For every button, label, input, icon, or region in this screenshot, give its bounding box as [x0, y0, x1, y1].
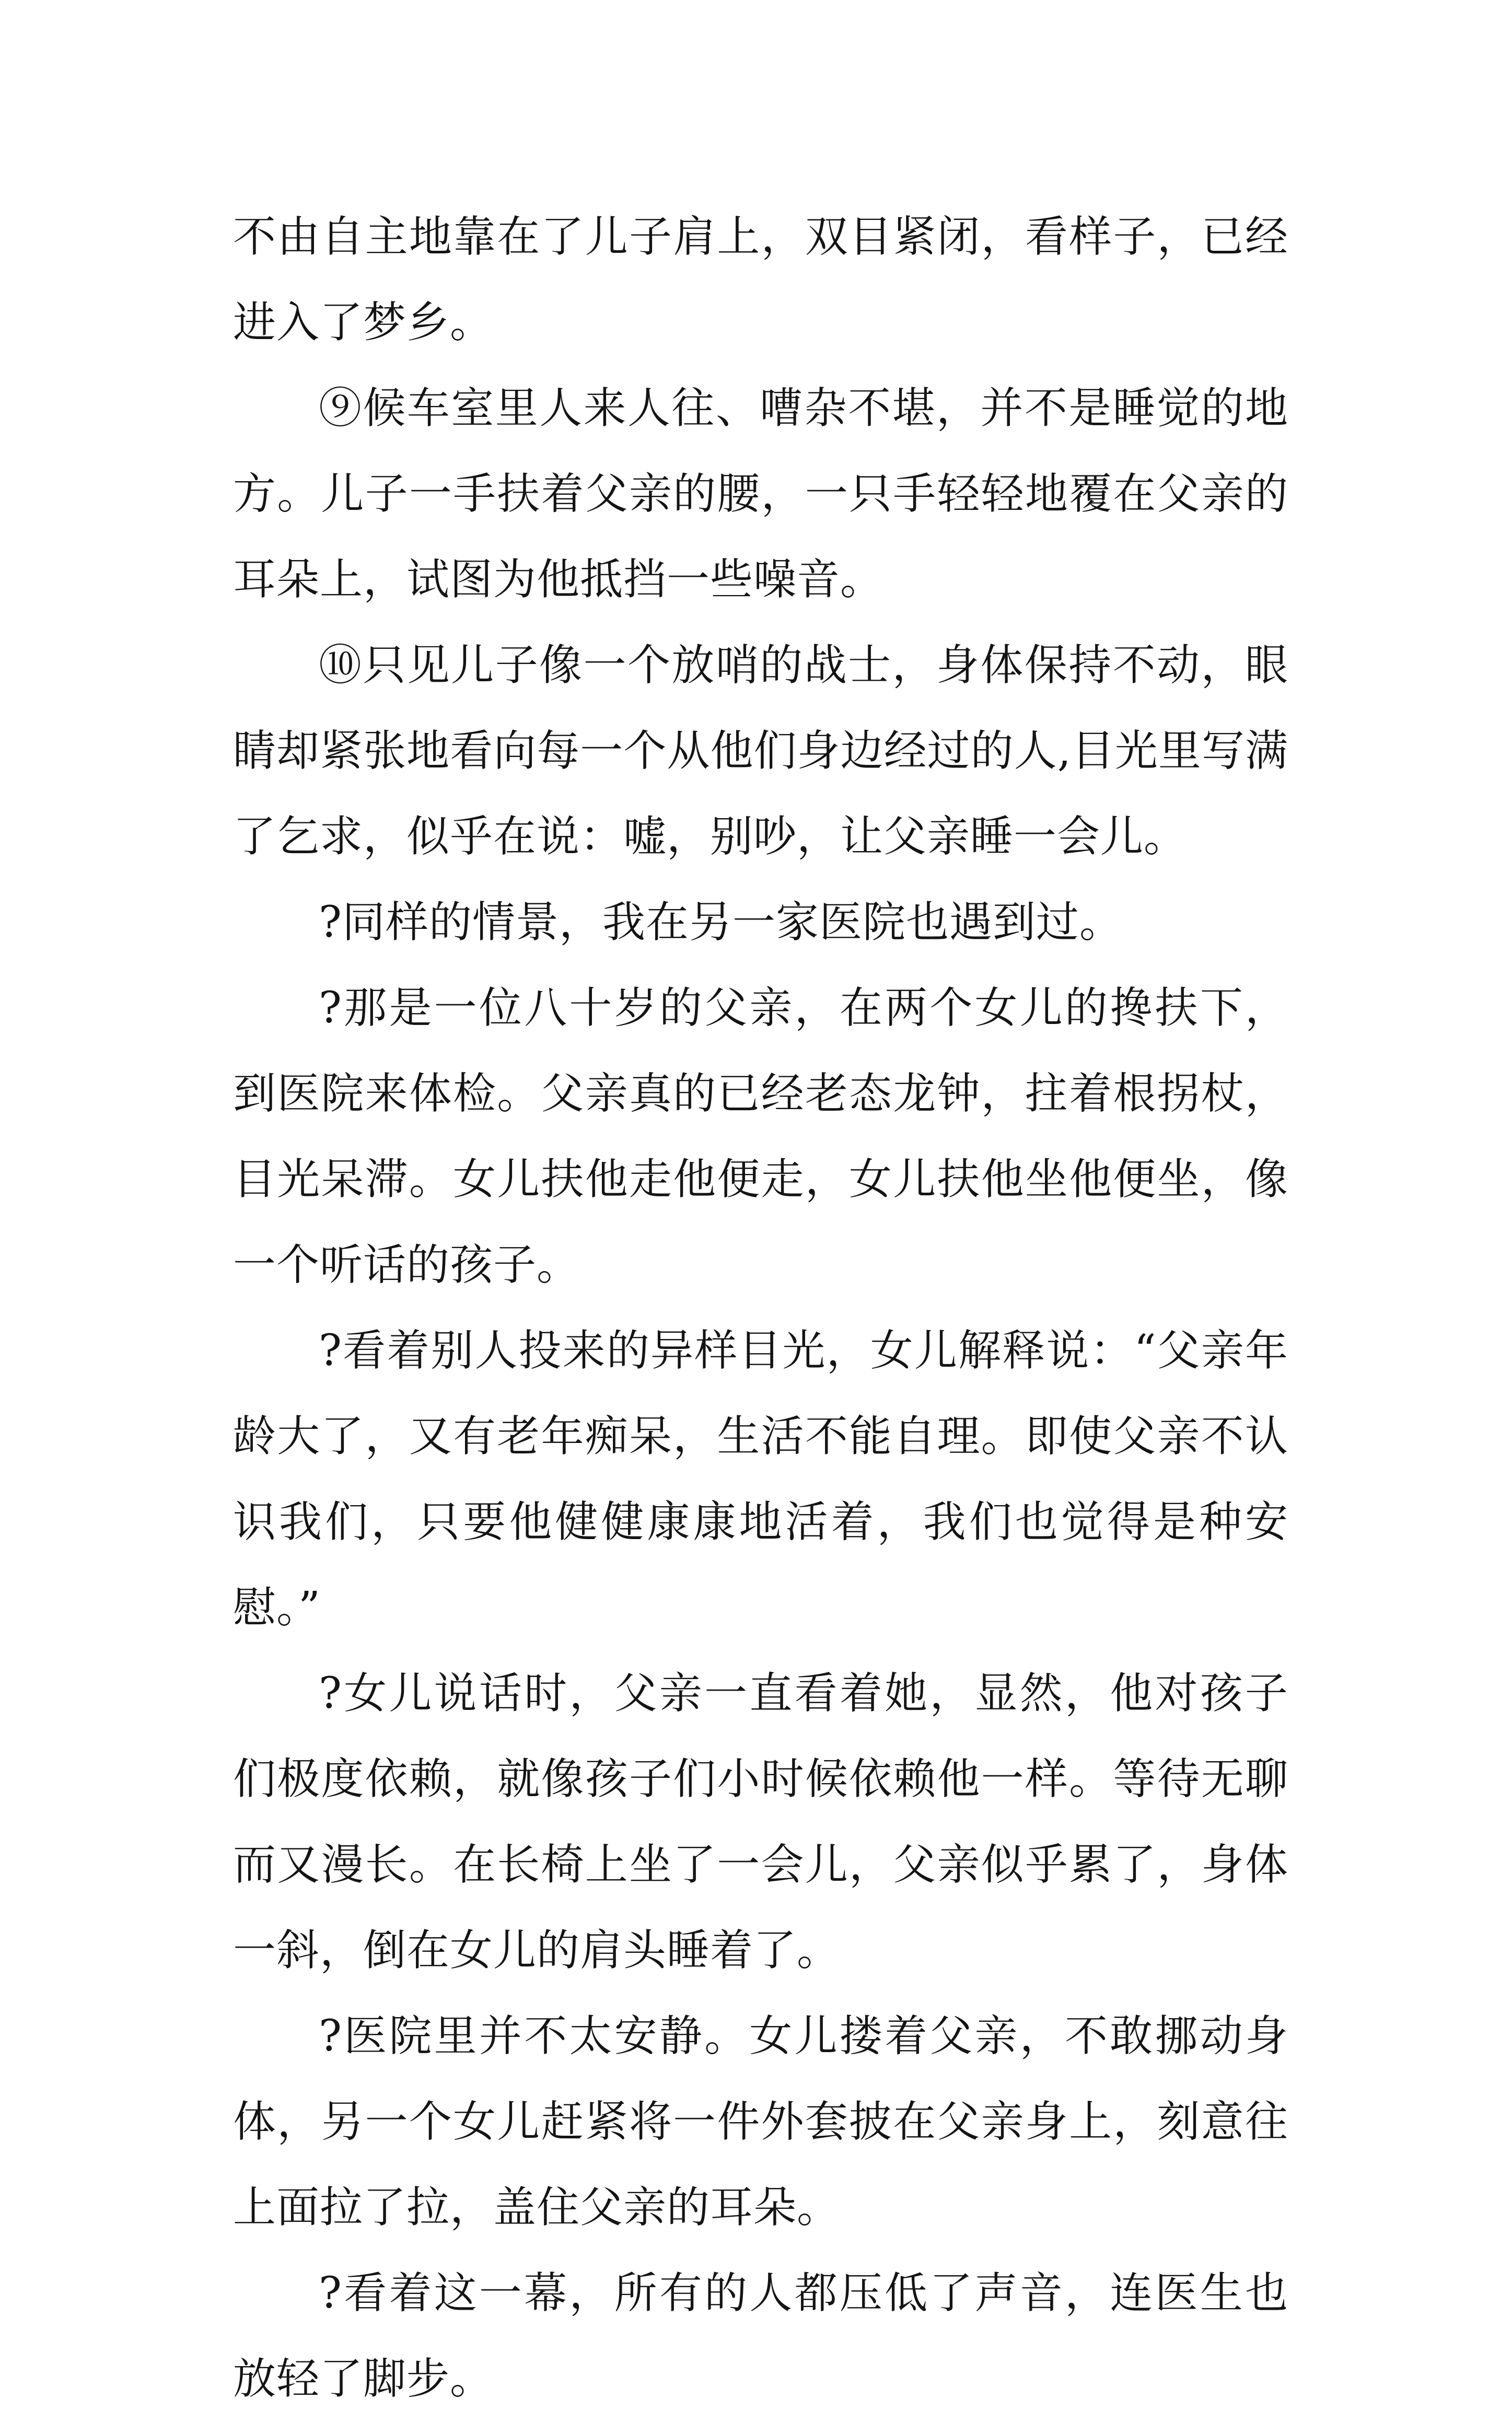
paragraph: ⑨候车室里人来人往、嘈杂不堪，并不是睡觉的地方。儿子一手扶着父亲的腰，一只手轻轻地覆在父亲的耳朵上，试图为他抵挡一些噪音。 [233, 383, 1288, 604]
paragraph: ?医院里并不太安静。女儿搂着父亲，不敢挪动身体，另一个女儿赶紧将一件外套披在父亲身上，刻意往上面拉了拉，盖住父亲的耳朵。 [233, 2011, 1288, 2232]
paragraph: ?看着这一幕，所有的人都压低了声音，连医生也放轻了脚步。 [233, 2268, 1288, 2404]
paragraph: 不由自主地靠在了儿子肩上，双目紧闭，看样子，已经进入了梦乡。 [233, 212, 1288, 347]
paragraph: ?同样的情景，我在另一家医院也遇到过。 [319, 898, 1123, 947]
paragraph: ⑩只见儿子像一个放哨的战士，身体保持不动，眼睛却紧张地看向每一个从他们身边经过的人,目光里写满了乞求，似乎在说：嘘，别吵，让父亲睡一会儿。 [233, 641, 1288, 861]
paragraph: ?女儿说话时，父亲一直看着她，显然，他对孩子们极度依赖，就像孩子们小时候依赖他一样。等待无聊而又漫长。在长椅上坐了一会儿，父亲似乎累了，身体一斜，倒在女儿的肩头睡着了。 [233, 1669, 1288, 1975]
paragraph: ?看着别人投来的异样目光，女儿解释说：“父亲年龄大了，又有老年痴呆，生活不能自理。即使父亲不认识我们，只要他健健康康地活着，我们也觉得是种安慰。” [233, 1326, 1288, 1633]
paragraph: ?那是一位八十岁的父亲，在两个女儿的搀扶下，到医院来体检。父亲真的已经老态龙钟，拄着根拐杖，目光呆滞。女儿扶他走他便走，女儿扶他坐他便坐，像一个听话的孩子。 [233, 983, 1288, 1290]
article-body [233, 194, 1288, 2422]
